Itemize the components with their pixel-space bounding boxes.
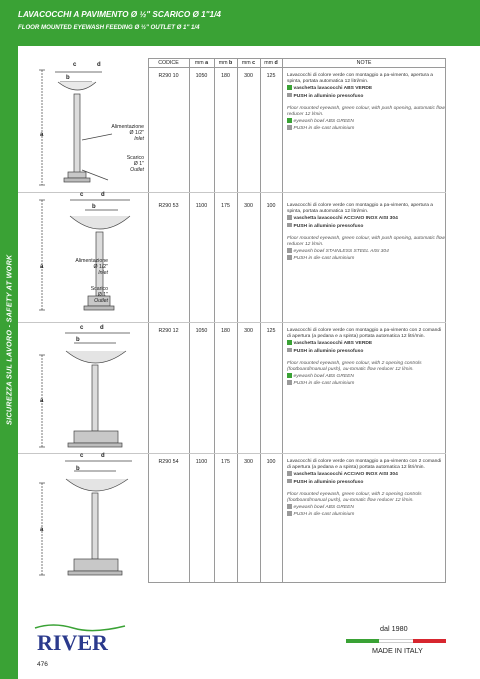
dim-a-label: a xyxy=(40,132,44,138)
table-divider xyxy=(237,58,238,583)
note-block: Lavacocchi di colore verde con montaggio a pa-vimento con 2 comandi di apertura (a pedana e a spinta) portata automatica 12 litri/min. vaschetta lavacocchi ACCIAIO INOX AISI 304 PUSH in alluminio pressofuso Floor mounted eyewash, green colour, with 2 opening controls (footboard/manual push), au-tomatic flow reducer 12 l/min. eyewash bowl ABS GREEN PUSH in die-cast aluminium xyxy=(287,459,442,518)
cell-c: 300 xyxy=(244,328,253,334)
river-logo xyxy=(33,622,127,654)
header-band xyxy=(18,0,480,46)
header-code: CODICE xyxy=(148,58,189,68)
dim-a-label: a xyxy=(40,398,44,404)
header-a: mm a xyxy=(189,58,214,68)
note-block: Lavacocchi di colore verde con montaggio a pa-vimento, apertura a spinta, portata automatica 12 litri/min. vaschetta lavacocchi ACCIAIO INOX AISI 304 PUSH in alluminio pressofuso Floor mounted eyewash, green colour, with push opening, automatic flow reducer 12 l/min. eyewash bowl STAINLESS STEEL AISI 304 PUSH in die-cast aluminium xyxy=(287,203,445,262)
note-block: Lavacocchi di colore verde con montaggio a pa-vimento, apertura a spinta, portata automatica 12 litri/min. vaschetta lavacocchi ABS VERDE PUSH in alluminio pressofuso Floor mounted eyewash, green colour, with push opening, automatic flow reducer 12 l/min. eyewash bowl ABS GREEN PUSH in die-cast aluminium xyxy=(287,73,445,132)
outlet-label: Scarico Ø 1" Outlet xyxy=(90,286,108,305)
row-divider xyxy=(18,322,446,323)
side-caption: SICUREZZA SUL LAVORO - SAFETY AT WORK xyxy=(4,254,14,426)
dim-d-label: d xyxy=(101,192,105,198)
header-b: mm b xyxy=(214,58,237,68)
cell-code: R290 12 xyxy=(158,328,179,334)
table-divider xyxy=(282,58,283,583)
dim-c-label: c xyxy=(80,325,84,331)
since-label: dal 1980 xyxy=(380,624,408,633)
cell-a: 1050 xyxy=(195,328,208,334)
cell-code: R290 54 xyxy=(158,459,179,465)
eyewash-drawing-4 xyxy=(30,455,148,583)
cell-c: 300 xyxy=(244,459,253,465)
dim-d-label: d xyxy=(101,453,105,459)
outlet-label: Scarico Ø 1" Outlet xyxy=(126,155,144,174)
dim-b-label: b xyxy=(66,75,70,81)
cell-d: 125 xyxy=(266,73,276,79)
dim-b-label: b xyxy=(76,337,80,343)
italian-flag xyxy=(346,639,446,643)
dim-c-label: c xyxy=(73,62,77,68)
dim-d-label: d xyxy=(97,62,101,68)
cell-d: 125 xyxy=(266,328,276,334)
cell-c: 300 xyxy=(244,73,253,79)
cell-c: 300 xyxy=(244,203,253,209)
eyewash-drawing-3 xyxy=(30,325,148,453)
cell-b: 180 xyxy=(221,328,230,334)
dim-d-label: d xyxy=(100,325,104,331)
svg-text:RIVER: RIVER xyxy=(37,630,108,654)
header-c: mm c xyxy=(237,58,260,68)
dim-a-label: a xyxy=(40,527,44,533)
page-subtitle: FLOOR MOUNTED EYEWASH FEEDING Ø ½" OUTLET Ø 1" 1/4 xyxy=(18,24,200,31)
cell-code: R290 53 xyxy=(158,203,179,209)
dim-c-label: c xyxy=(80,453,84,459)
cell-d: 100 xyxy=(266,459,276,465)
cell-a: 1100 xyxy=(195,459,208,465)
page-title: LAVACOCCHI A PAVIMENTO Ø ½" SCARICO Ø 1"1/4 xyxy=(18,10,221,19)
cell-code: R290 10 xyxy=(158,73,179,79)
cell-b: 175 xyxy=(221,459,230,465)
page-number: 476 xyxy=(37,661,48,668)
header-d: mm d xyxy=(260,58,282,68)
dim-c-label: c xyxy=(80,192,84,198)
dim-b-label: b xyxy=(76,466,80,472)
note-block: Lavacocchi di colore verde con montaggio a pa-vimento con 2 comandi di apertura (a pedana e a spinta) portata automatica 12 litri/min. vaschetta lavacocchi ABS VERDE PUSH in alluminio pressofuso Floor mounted eyewash, green colour, with 2 opening controls (footboard/manual push), au-tomatic flow reducer 12 l/min. eyewash bowl ABS GREEN PUSH in die-cast aluminium xyxy=(287,328,442,387)
cell-b: 175 xyxy=(221,203,230,209)
dim-a-label: a xyxy=(40,264,44,270)
table-divider xyxy=(189,58,190,583)
cell-d: 100 xyxy=(266,203,276,209)
cell-b: 180 xyxy=(221,73,230,79)
cell-a: 1100 xyxy=(195,203,208,209)
cell-a: 1050 xyxy=(195,73,208,79)
inlet-label: Alimentazione Ø 1/2" Inlet xyxy=(111,124,144,143)
dim-b-label: b xyxy=(92,204,96,210)
table-divider xyxy=(214,58,215,583)
table-divider xyxy=(260,58,261,583)
made-in-italy: MADE IN ITALY xyxy=(372,646,423,655)
inlet-label: Alimentazione Ø 1/2" Inlet xyxy=(75,258,108,277)
header-note: NOTE xyxy=(282,58,446,68)
